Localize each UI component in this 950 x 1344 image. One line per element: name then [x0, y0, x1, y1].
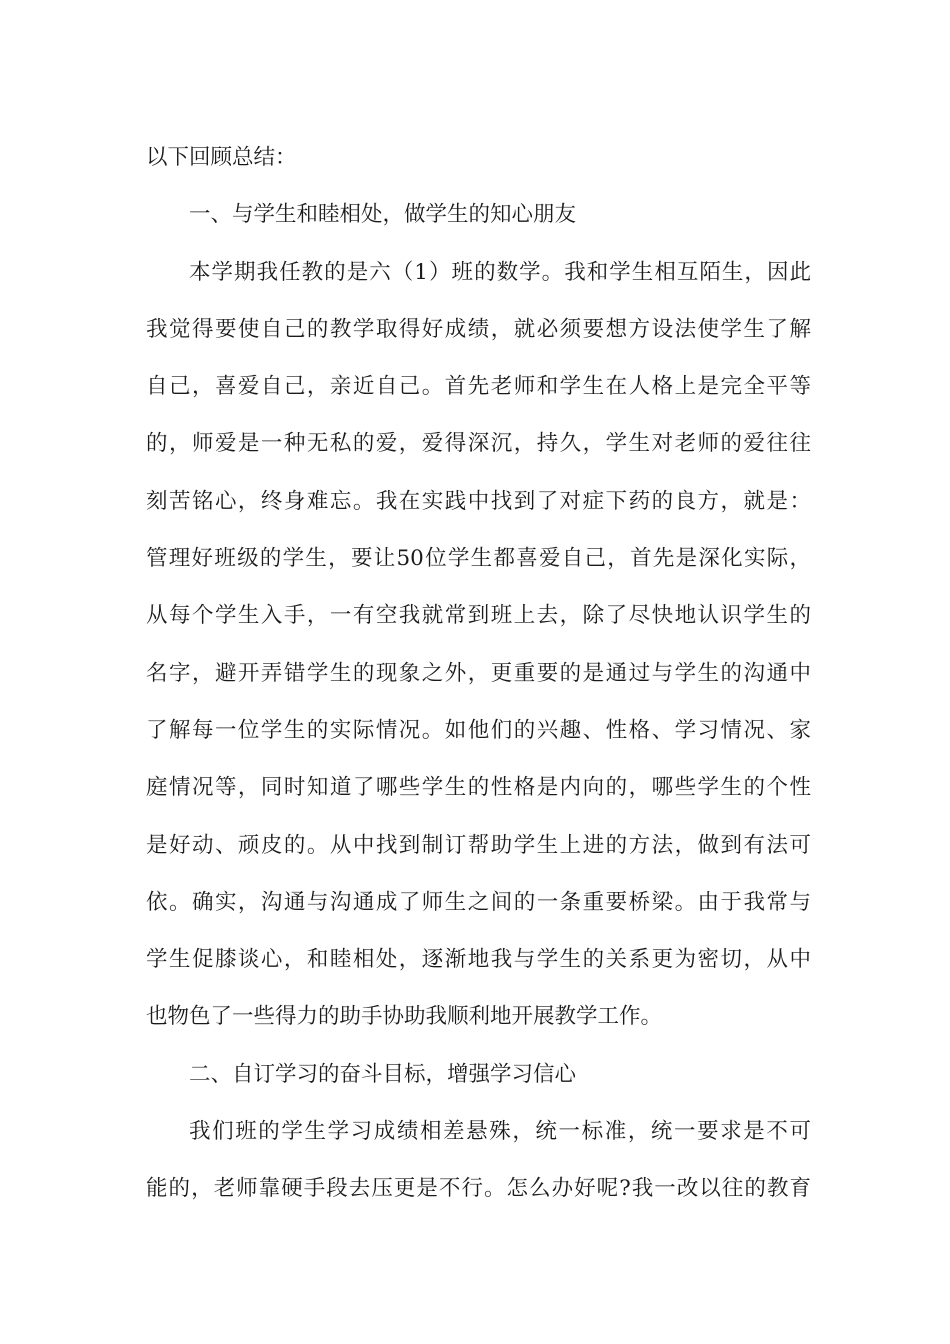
paragraph-line: 学生促膝谈心，和睦相处，逐渐地我与学生的关系更为密切，从中: [146, 947, 811, 973]
paragraph-line: 刻苦铭心，终身难忘。我在实践中找到了对症下药的良方，就是：: [146, 488, 811, 514]
paragraph-line: 也物色了一些得力的助手协助我顺利地开展教学工作。: [146, 1004, 663, 1030]
document-body: [146, 129, 811, 1218]
paragraph-line: 依。确实，沟通与沟通成了师生之间的一条重要桥梁。由于我常与: [146, 889, 811, 915]
section-heading-2: 二、自订学习的奋斗目标，增强学习信心: [189, 1061, 577, 1087]
paragraph-line: 是好动、顽皮的。从中找到制订帮助学生上进的方法，做到有法可: [146, 832, 811, 858]
paragraph-line: 管理好班级的学生，要让50位学生都喜爱自己，首先是深化实际，: [146, 546, 811, 572]
intro-line: 以下回顾总结：: [146, 145, 297, 170]
paragraph-line: 的，师爱是一种无私的爱，爱得深沉，持久，学生对老师的爱往往: [146, 431, 811, 457]
paragraph-line: 庭情况等，同时知道了哪些学生的性格是内向的，哪些学生的个性: [146, 775, 811, 801]
paragraph-line: 名字，避开弄错学生的现象之外，更重要的是通过与学生的沟通中: [146, 660, 811, 686]
paragraph-line: 自己，喜爱自己，亲近自己。首先老师和学生在人格上是完全平等: [146, 374, 811, 400]
paragraph-line: 我觉得要使自己的教学取得好成绩，就必须要想方设法使学生了解: [146, 316, 811, 342]
paragraph-line: 了解每一位学生的实际情况。如他们的兴趣、性格、学习情况、家: [146, 717, 811, 743]
paragraph-line: 从每个学生入手，一有空我就常到班上去，除了尽快地认识学生的: [146, 603, 811, 629]
paragraph-line: 我们班的学生学习成绩相差悬殊，统一标准，统一要求是不可: [189, 1119, 811, 1145]
section-heading-1: 一、与学生和睦相处，做学生的知心朋友: [189, 202, 577, 228]
paragraph-line: 能的，老师靠硬手段去压更是不行。怎么办好呢?我一改以往的教育: [146, 1176, 811, 1202]
paragraph-line: 本学期我任教的是六（1）班的数学。我和学生相互陌生，因此: [189, 259, 811, 285]
